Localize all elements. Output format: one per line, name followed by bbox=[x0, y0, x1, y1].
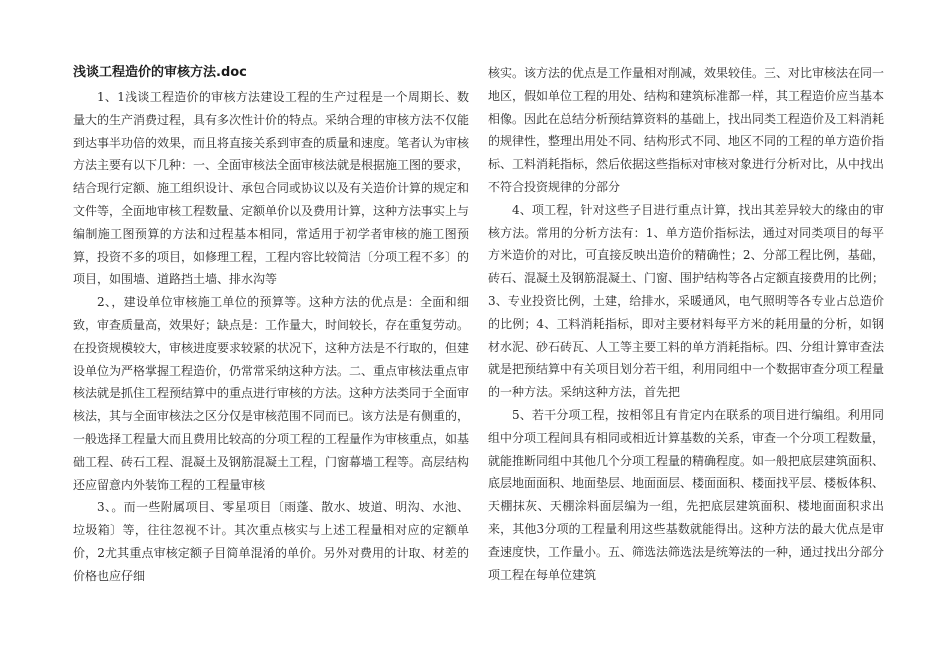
paragraph-4: 4、项工程，针对这些子目进行重点计算，找出其差异较大的缘由的审核方法。常用的分析方法有：1、单方造价指标法，通过对同类项目的每平方米造价的对比，可直接反映出造价的精确性；2、分部工程比例，基础，砖石、混凝土及钢筋混凝土、门窗、围护结构等各占定额直接费用的比例；3、专业投资比例，土建，给排水，采暖通风，电气照明等各专业占总造价的比例；4、工料消耗指标，即对主要材料每平方米的耗用量的分析，如钢材水泥、砂石砖瓦、人工等主要工料的单方消耗指标。四、分组计算审查法就是把预结算中有关项目划分若干组，利用同组中一个数据审查分项工程量的一种方法。采纳这种方法，首先把 bbox=[488, 202, 885, 400]
paragraph-5: 5、若干分项工程，按相邻且有肯定内在联系的项目进行编组。利用同组中分项工程间具有相同或相近计算基数的关系，审查一个分项工程数量，就能推断同组中其他几个分项工程量的精确程度。如一般把底层建筑面积、底层地面面积、地面垫层、地面面层、楼面面积、楼面找平层、楼板体积、天棚抹灰、天棚涂料面层编为一组，先把底层建筑面积、楼地面面积求出来，其他3分项的工程量利用这些基数就能得出。这种方法的最大优点是审查速度快，工作量小。五、筛选法筛选法是统筹法的一种，通过找出分部分项工程在每单位建筑 bbox=[488, 407, 885, 582]
right-column bbox=[488, 62, 884, 586]
paragraph-2: 2、，建设单位审核施工单位的预算等。这种方法的优点是：全面和细致，审查质量高，效果好；缺点是：工作量大，时间较长，存在重复劳动。在投资规模较大，审核进度要求较紧的状况下，这种方法是不行取的，但建设单位为严格掌握工程造价，仍常常采纳这种方法。二、重点审核法重点审核法就是抓住工程预结算中的重点进行审核的方法。这种方法类同于全面审核法，其与全面审核法之区分仅是审核范围不同而已。该方法是有侧重的，一般选择工程量大而且费用比较高的分项工程的工程量作为审核重点，如基础工程、砖石工程、混凝土及钢筋混凝土工程，门窗幕墙工程等。高层结构还应留意内外装饰工程的工程量审核 bbox=[73, 295, 470, 492]
document-title: 浅谈工程造价的审核方法.doc bbox=[73, 65, 247, 80]
paragraph-3-continuation: 核实。该方法的优点是工作量相对削减，效果较佳。三、对比审核法在同一地区，假如单位工程的用处、结构和建筑标准都一样，其工程造价应当基本相像。因此在总结分析预结算资料的基础上，找出同类工程造价及工料消耗的规律性，整理出用处不同、结构形式不同、地区不同的工程的单方造价指标、工料消耗指标，然后依据这些指标对审核对象进行分析对比，从中找出不符合投资规律的分部分 bbox=[488, 66, 885, 194]
left-column bbox=[73, 62, 469, 588]
paragraph-1: 1、1浅谈工程造价的审核方法建设工程的生产过程是一个周期长、数量大的生产消费过程，具有多次性计价的特点。采纳合理的审核方法不仅能到达事半功倍的效果，而且将直接关系到审查的质量和速度。笔者认为审核方法主要有以下几种：一、全面审核法全面审核法就是根据施工图的要求，结合现行定额、施工组织设计、承包合同或协议以及有关造价计算的规定和文件等，全面地审核工程数量、定额单价以及费用计算，这种方法事实上与编制施工图预算的方法和过程基本相同，常适用于初学者审核的施工图预算，投资不多的项目，如修理工程，工程内容比较简洁〔分项工程不多〕的项目，如围墙、道路挡土墙、排水沟等 bbox=[73, 90, 470, 287]
paragraph-3: 3、。而一些附属项目、零星项目〔雨蓬、散水、坡道、明沟、水池、垃圾箱〕等，往往忽视不计。其次重点核实与上述工程量相对应的定额单价，2尤其重点审核定额子目简单混淆的单价。另外对费用的计取、材差的价格也应仔细 bbox=[73, 500, 469, 583]
